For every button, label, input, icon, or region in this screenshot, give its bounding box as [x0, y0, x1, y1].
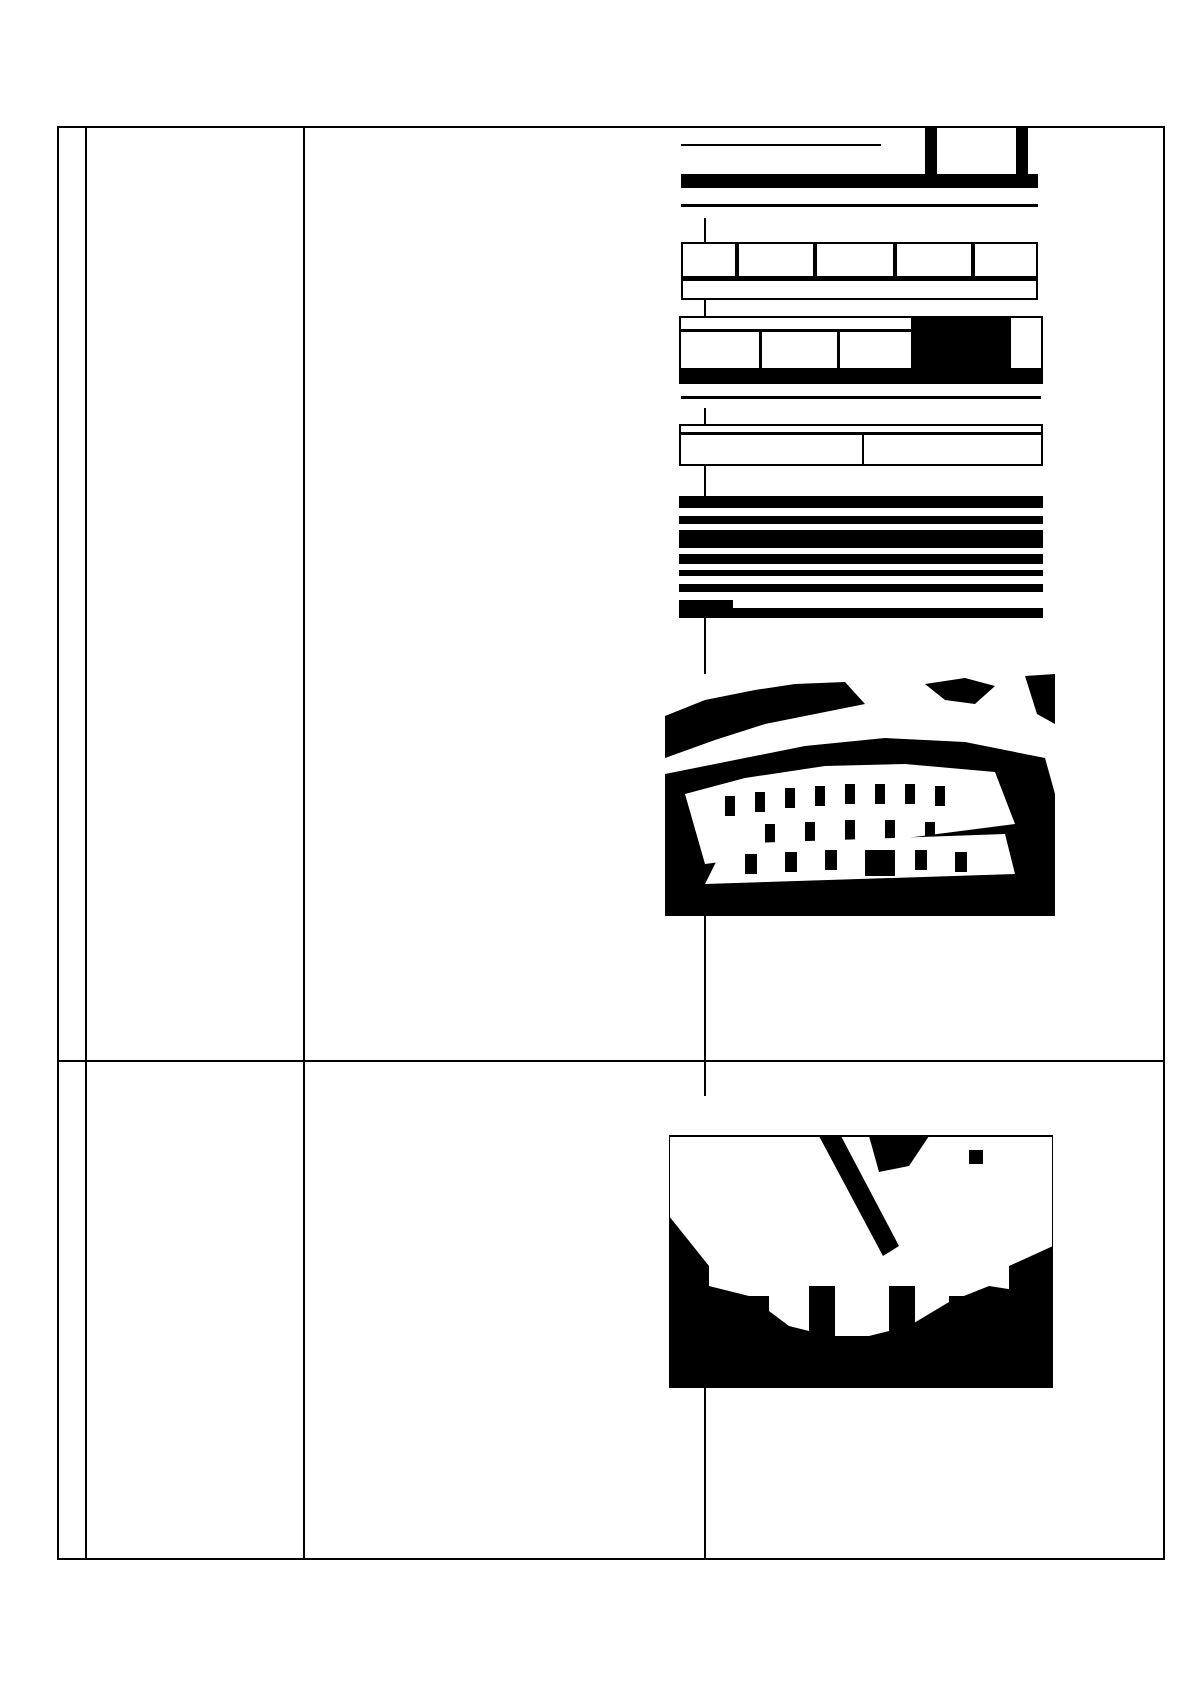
sill-2nd-floor-photo: [681, 128, 1041, 218]
column-divider: [85, 128, 87, 1558]
facade-photo: [665, 674, 1055, 916]
attic-balustrade-photo: [679, 496, 1043, 618]
facade-photo-icon: [665, 674, 1055, 916]
sill-2nd-floor-detail-photo: [681, 242, 1041, 300]
interior-photo-icon: [669, 1096, 1053, 1388]
protection-table: [57, 126, 1165, 1560]
crowning-cornice-photo: [679, 424, 1043, 466]
sill-4th-floor-photo: [679, 316, 1043, 408]
column-divider: [303, 128, 305, 1558]
row-divider: [59, 1060, 1163, 1062]
interior-photo: [669, 1096, 1053, 1388]
